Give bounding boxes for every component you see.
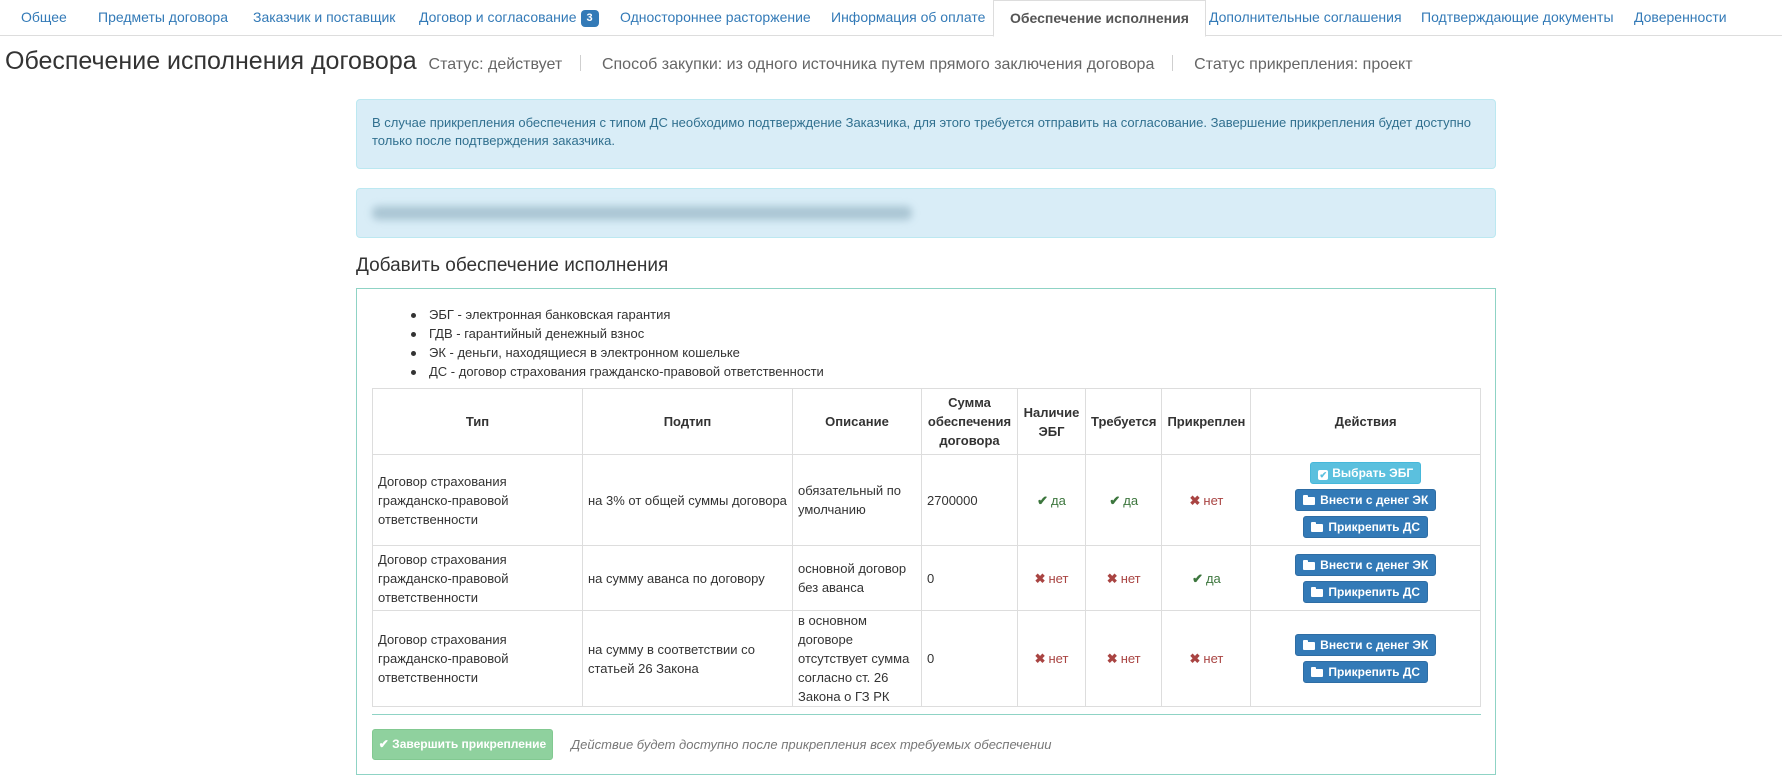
legend-item: ЭБГ - электронная банковская гарантия	[411, 305, 824, 324]
cell-ebg-value: да	[1051, 492, 1066, 508]
tab-contract-approval[interactable]	[403, 0, 615, 36]
cell-subtype: на сумму в соответствии со статьей 26 Закона	[583, 611, 793, 707]
button-label: Прикрепить ДС	[1328, 584, 1421, 599]
folder-icon	[1303, 497, 1315, 505]
button-label: Внести с денег ЭК	[1320, 638, 1429, 652]
cell-required-value: нет	[1120, 651, 1141, 666]
contract-status: Статус: действует	[428, 56, 563, 73]
redacted-text	[372, 206, 912, 220]
header-divider	[580, 55, 581, 71]
page-title: Обеспечение исполнения договора	[5, 47, 417, 75]
cell-attached	[1162, 611, 1251, 707]
cell-ebg	[1018, 455, 1086, 546]
security-panel	[356, 288, 1496, 775]
cell-ebg	[1018, 611, 1086, 707]
deposit-ek-button[interactable]	[1295, 554, 1436, 576]
tab-label: Одностороннее расторжение	[620, 9, 811, 25]
cross-icon: ✖	[1106, 570, 1118, 586]
info-alert	[356, 99, 1496, 169]
cell-required	[1086, 546, 1162, 611]
security-table	[372, 388, 1481, 707]
finish-hint: Действие будет доступно после прикрепления всех требуемых обеспечении	[571, 737, 1052, 752]
tab-supporting-documents[interactable]	[1405, 0, 1630, 36]
col-actions: Действия	[1251, 389, 1481, 455]
cell-type: Договор страхования гражданско-правовой ответственности	[373, 611, 583, 707]
tab-label: Заказчик и поставщик	[253, 9, 396, 25]
row-actions	[1256, 634, 1475, 683]
cell-required	[1086, 611, 1162, 707]
tab-additional-agreements[interactable]	[1193, 0, 1418, 36]
tab-payment-info[interactable]	[815, 0, 1001, 36]
cross-icon: ✖	[1034, 651, 1046, 666]
cell-ebg	[1018, 546, 1086, 611]
cell-ebg-value: нет	[1048, 651, 1069, 666]
tab-label: Общее	[21, 9, 67, 25]
button-label: Выбрать ЭБГ	[1332, 466, 1414, 480]
cell-attached	[1162, 455, 1251, 546]
folder-icon	[1303, 642, 1315, 650]
approval-count-badge: 3	[581, 10, 599, 27]
check-icon: ✔	[378, 737, 393, 751]
tab-label: Доверенности	[1634, 9, 1727, 25]
attachment-status: Статус прикрепления: проект	[1194, 56, 1413, 73]
cell-description: основной договор без аванса	[793, 546, 922, 611]
redacted-alert	[356, 188, 1496, 238]
tab-label: Договор и согласование	[419, 9, 577, 25]
table-row	[373, 611, 1481, 707]
cell-amount: 0	[922, 546, 1018, 611]
page-header	[5, 47, 1413, 87]
button-label: Завершить прикрепление	[392, 737, 547, 751]
procurement-method: Способ закупки: из одного источника путем прямого заключения договора	[601, 56, 1155, 73]
info-alert-text: В случае прикрепления обеспечения с типом ДС необходимо подтверждение Заказчика, для этого требуется отправить на согласование. Завершение прикрепления будет доступно только после подтверждения заказчика.	[372, 115, 1472, 148]
tab-label: Подтверждающие документы	[1421, 9, 1614, 25]
cell-ebg-value: нет	[1048, 570, 1069, 586]
col-attached: Прикреплен	[1162, 389, 1251, 455]
tab-label: Предметы договора	[98, 9, 228, 25]
legend-list	[411, 305, 824, 381]
tab-contract-items[interactable]	[82, 0, 244, 36]
section-title: Добавить обеспечение исполнения	[356, 255, 669, 276]
cross-icon: ✖	[1189, 492, 1201, 508]
button-label: Прикрепить ДС	[1328, 665, 1421, 679]
cell-required-value: нет	[1120, 570, 1141, 586]
tab-unilateral-termination[interactable]	[604, 0, 827, 36]
col-required: Требуется	[1086, 389, 1162, 455]
cell-attached-value: нет	[1203, 651, 1224, 666]
header-divider	[1172, 55, 1173, 71]
folder-icon	[1311, 589, 1323, 597]
row-actions	[1256, 554, 1475, 603]
cell-amount: 2700000	[922, 455, 1018, 546]
select-ebg-button[interactable]	[1310, 462, 1421, 484]
cell-attached-value: да	[1205, 570, 1221, 586]
tab-label: Информация об оплате	[831, 9, 986, 25]
table-header-row	[373, 389, 1481, 455]
cell-description: обязательный по умолчанию	[793, 455, 922, 546]
tab-bar	[0, 0, 1782, 36]
deposit-ek-button[interactable]	[1295, 489, 1436, 511]
col-amount: Сумма обеспечения договора	[922, 389, 1018, 455]
attach-ds-button[interactable]	[1303, 581, 1428, 603]
col-description: Описание	[793, 389, 922, 455]
cell-required	[1086, 455, 1162, 546]
check-icon: ✔	[1037, 492, 1049, 508]
legend-item: ГДВ - гарантийный денежный взнос	[411, 324, 824, 343]
cell-subtype: на 3% от общей суммы договора	[583, 455, 793, 546]
tab-label: Обеспечение исполнения	[1010, 10, 1189, 26]
button-label: Внести с денег ЭК	[1320, 493, 1429, 507]
deposit-ek-button[interactable]	[1295, 634, 1436, 656]
folder-icon	[1311, 524, 1323, 532]
cell-actions	[1251, 611, 1481, 707]
cell-type: Договор страхования гражданско-правовой ответственности	[373, 546, 583, 611]
checkbox-icon: ✔	[1319, 470, 1328, 480]
table-row	[373, 546, 1481, 611]
cross-icon: ✖	[1034, 570, 1046, 586]
tab-customer-supplier[interactable]	[237, 0, 411, 36]
cell-actions	[1251, 546, 1481, 611]
panel-divider	[372, 714, 1481, 715]
row-actions	[1256, 462, 1475, 538]
finish-attachment-button[interactable]	[372, 729, 553, 760]
attach-ds-button[interactable]	[1303, 516, 1428, 538]
cross-icon: ✖	[1106, 651, 1118, 666]
cell-description: в основном договоре отсутствует сумма согласно ст. 26 Закона о ГЗ РК	[793, 611, 922, 707]
tab-performance-security[interactable]	[993, 0, 1206, 37]
cell-attached-value: нет	[1203, 492, 1224, 508]
cell-amount: 0	[922, 611, 1018, 707]
cell-subtype: на сумму аванса по договору	[583, 546, 793, 611]
tab-label: Дополнительные соглашения	[1209, 9, 1402, 25]
cell-attached	[1162, 546, 1251, 611]
button-label: Внести с денег ЭК	[1320, 557, 1429, 572]
col-subtype: Подтип	[583, 389, 793, 455]
check-icon: ✔	[1192, 570, 1203, 586]
cross-icon: ✖	[1189, 651, 1201, 666]
check-icon: ✔	[1109, 492, 1121, 508]
legend-item: ДС - договор страхования гражданско-правовой ответственности	[411, 362, 824, 381]
attach-ds-button[interactable]	[1303, 661, 1428, 683]
cell-actions	[1251, 455, 1481, 546]
tab-power-of-attorney[interactable]	[1618, 0, 1743, 36]
table-row	[373, 455, 1481, 546]
cell-type: Договор страхования гражданско-правовой ответственности	[373, 455, 583, 546]
cell-required-value: да	[1123, 492, 1139, 508]
legend-item: ЭК - деньги, находящиеся в электронном кошельке	[411, 343, 824, 362]
folder-icon	[1303, 562, 1315, 570]
button-label: Прикрепить ДС	[1328, 520, 1421, 534]
folder-icon	[1311, 669, 1323, 677]
col-type: Тип	[373, 389, 583, 455]
tab-general[interactable]	[5, 0, 83, 36]
col-ebg: Наличие ЭБГ	[1018, 389, 1086, 455]
